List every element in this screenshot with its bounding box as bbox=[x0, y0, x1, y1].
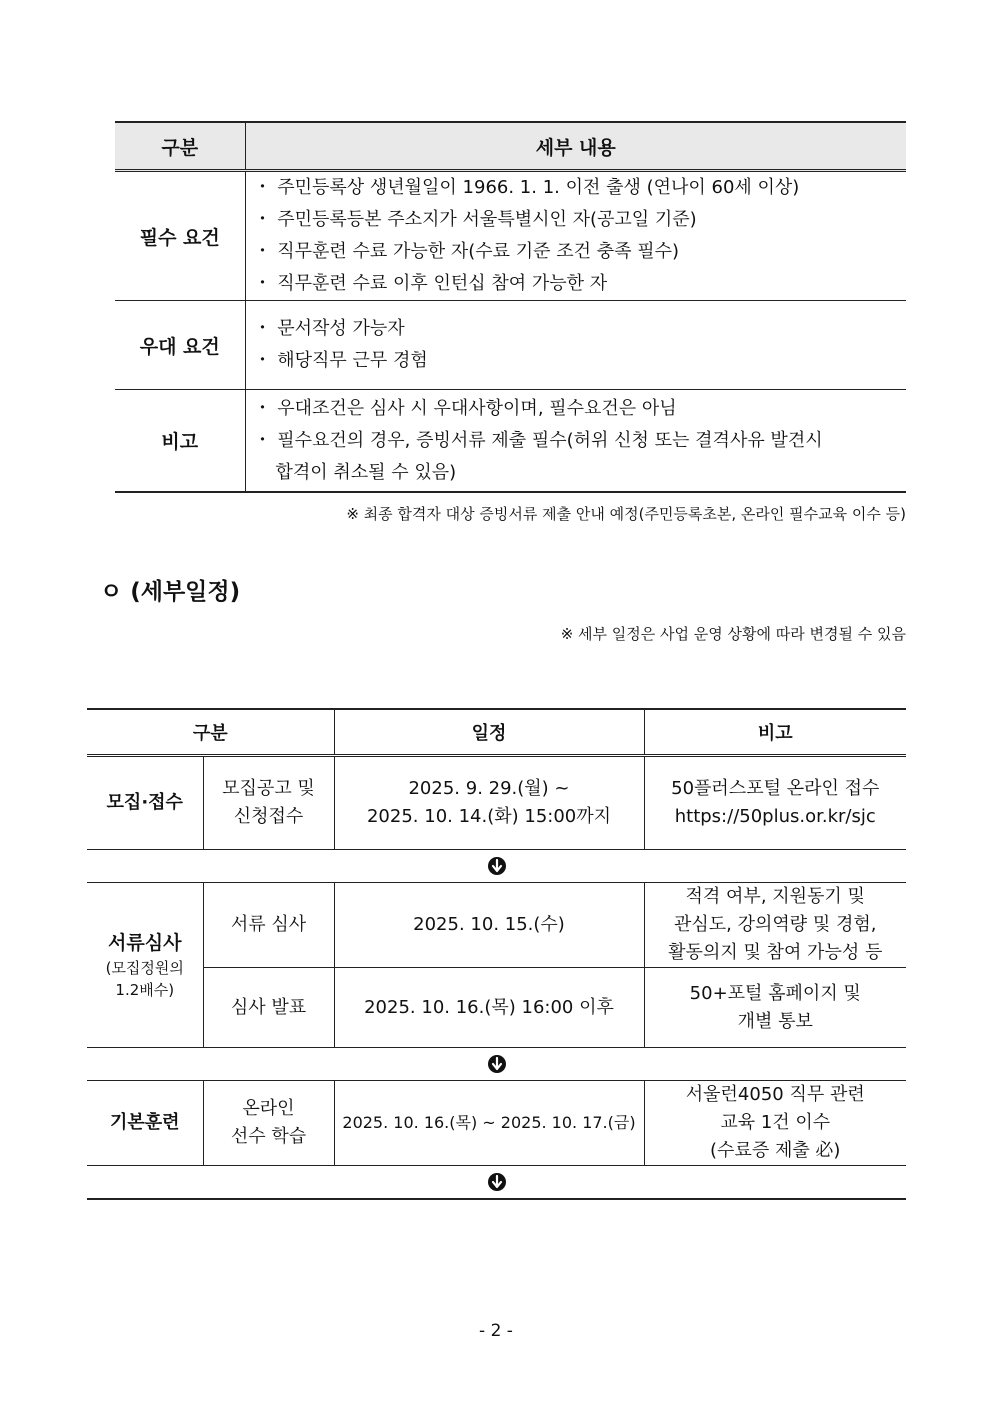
required-line-4: ・ 직무훈련 수료 이후 인턴십 참여 가능한 자 bbox=[253, 273, 608, 294]
arrow-row-3 bbox=[87, 1166, 906, 1200]
review-step: 서류 심사 bbox=[203, 883, 334, 968]
arrow-cell-2 bbox=[87, 1048, 906, 1081]
header-details: 세부 내용 bbox=[245, 122, 906, 171]
recruit-remark bbox=[644, 756, 906, 850]
row-preferred bbox=[115, 301, 906, 390]
header-date: 일정 bbox=[334, 709, 644, 756]
training-step-line-2: 선수 학습 bbox=[230, 1126, 307, 1147]
requirements-note: ※ 최종 합격자 대상 증빙서류 제출 안내 예정(주민등록초본, 온라인 필수교육 이수 등) bbox=[346, 505, 906, 523]
remarks-line-1: ・ 우대조건은 심사 시 우대사항이며, 필수요건은 아님 bbox=[253, 397, 677, 419]
training-remark-line-3: (수료증 제출 必) bbox=[710, 1140, 841, 1161]
down-arrow-icon bbox=[487, 856, 507, 876]
row-required bbox=[115, 171, 906, 301]
category-preferred: 우대 요건 bbox=[115, 301, 245, 390]
preferred-line-2: ・ 해당직무 근무 경험 bbox=[253, 350, 428, 371]
row-screening-announce bbox=[87, 968, 906, 1048]
page-number: - 2 - bbox=[479, 1321, 513, 1341]
header-remark: 비고 bbox=[644, 709, 906, 756]
announce-date: 2025. 10. 16.(목) 16:00 이후 bbox=[334, 968, 644, 1048]
category-required: 필수 요건 bbox=[115, 171, 245, 301]
stage-screening bbox=[87, 883, 203, 1048]
requirements-header-row bbox=[115, 122, 906, 171]
recruit-step bbox=[203, 756, 334, 850]
required-line-2: ・ 주민등록등본 주소지가 서울특별시인 자(공고일 기준) bbox=[253, 209, 697, 230]
arrow-row-1 bbox=[87, 850, 906, 883]
stage-screening-sub-2: 1.2배수) bbox=[115, 981, 175, 999]
category-remarks: 비고 bbox=[115, 390, 245, 493]
training-remark-line-1: 서울런4050 직무 관련 bbox=[685, 1084, 865, 1105]
review-remark-line-1: 적격 여부, 지원동기 및 bbox=[685, 886, 865, 907]
announce-remark bbox=[644, 968, 906, 1048]
recruit-date bbox=[334, 756, 644, 850]
announce-step: 심사 발표 bbox=[203, 968, 334, 1048]
arrow-cell-3 bbox=[87, 1166, 906, 1200]
review-date: 2025. 10. 15.(수) bbox=[334, 883, 644, 968]
preferred-details bbox=[245, 301, 906, 390]
preferred-line-1: ・ 문서작성 가능자 bbox=[253, 318, 405, 339]
schedule-header-row bbox=[87, 709, 906, 756]
stage-screening-sub-1: (모집정원의 bbox=[105, 959, 184, 977]
down-arrow-icon bbox=[487, 1172, 507, 1192]
required-line-3: ・ 직무훈련 수료 가능한 자(수료 기준 조건 충족 필수) bbox=[253, 241, 680, 262]
arrow-row-2 bbox=[87, 1048, 906, 1081]
remarks-details bbox=[245, 390, 906, 493]
required-line-1: ・ 주민등록상 생년월일이 1966. 1. 1. 이전 출생 (연나이 60세 이상) bbox=[253, 177, 800, 198]
header-category: 구분 bbox=[115, 122, 245, 171]
recruit-date-line-1: 2025. 9. 29.(월) ~ bbox=[408, 778, 570, 799]
review-remark-line-3: 활동의지 및 참여 가능성 등 bbox=[668, 942, 883, 963]
row-screening-review bbox=[87, 883, 906, 968]
row-remarks bbox=[115, 390, 906, 493]
training-step-line-1: 온라인 bbox=[242, 1098, 295, 1119]
row-training bbox=[87, 1081, 906, 1166]
stage-screening-label: 서류심사 bbox=[108, 932, 182, 954]
recruit-remark-line-2: https://50plus.or.kr/sjc bbox=[674, 806, 876, 827]
section-title: ㅇ (세부일정) bbox=[100, 579, 241, 605]
recruit-step-line-2: 신청접수 bbox=[233, 806, 304, 827]
review-remark-line-2: 관심도, 강의역량 및 경험, bbox=[674, 914, 877, 935]
arrow-cell-1 bbox=[87, 850, 906, 883]
training-date: 2025. 10. 16.(목) ~ 2025. 10. 17.(금) bbox=[334, 1081, 644, 1166]
recruit-remark-line-1: 50플러스포털 온라인 접수 bbox=[671, 778, 880, 799]
announce-remark-line-2: 개별 통보 bbox=[737, 1010, 813, 1032]
recruit-date-line-2: 2025. 10. 14.(화) 15:00까지 bbox=[366, 806, 612, 827]
header-category: 구분 bbox=[87, 709, 334, 756]
row-recruit bbox=[87, 756, 906, 850]
required-details bbox=[245, 171, 906, 301]
training-step bbox=[203, 1081, 334, 1166]
recruit-step-line-1: 모집공고 및 bbox=[222, 778, 315, 799]
down-arrow-icon bbox=[487, 1054, 507, 1074]
announce-remark-line-1: 50+포털 홈페이지 및 bbox=[689, 982, 861, 1004]
stage-training: 기본훈련 bbox=[87, 1081, 203, 1166]
requirements-table bbox=[115, 121, 906, 493]
training-remark-line-2: 교육 1건 이수 bbox=[720, 1112, 831, 1133]
schedule-table bbox=[87, 708, 906, 1200]
stage-recruit: 모집·접수 bbox=[87, 756, 203, 850]
remarks-line-3: 합격이 취소될 수 있음) bbox=[275, 461, 457, 483]
remarks-line-2: ・ 필수요건의 경우, 증빙서류 제출 필수(허위 신청 또는 결격사유 발견시 bbox=[253, 429, 823, 451]
schedule-note: ※ 세부 일정은 사업 운영 상황에 따라 변경될 수 있음 bbox=[560, 625, 906, 643]
training-remark bbox=[644, 1081, 906, 1166]
review-remark bbox=[644, 883, 906, 968]
